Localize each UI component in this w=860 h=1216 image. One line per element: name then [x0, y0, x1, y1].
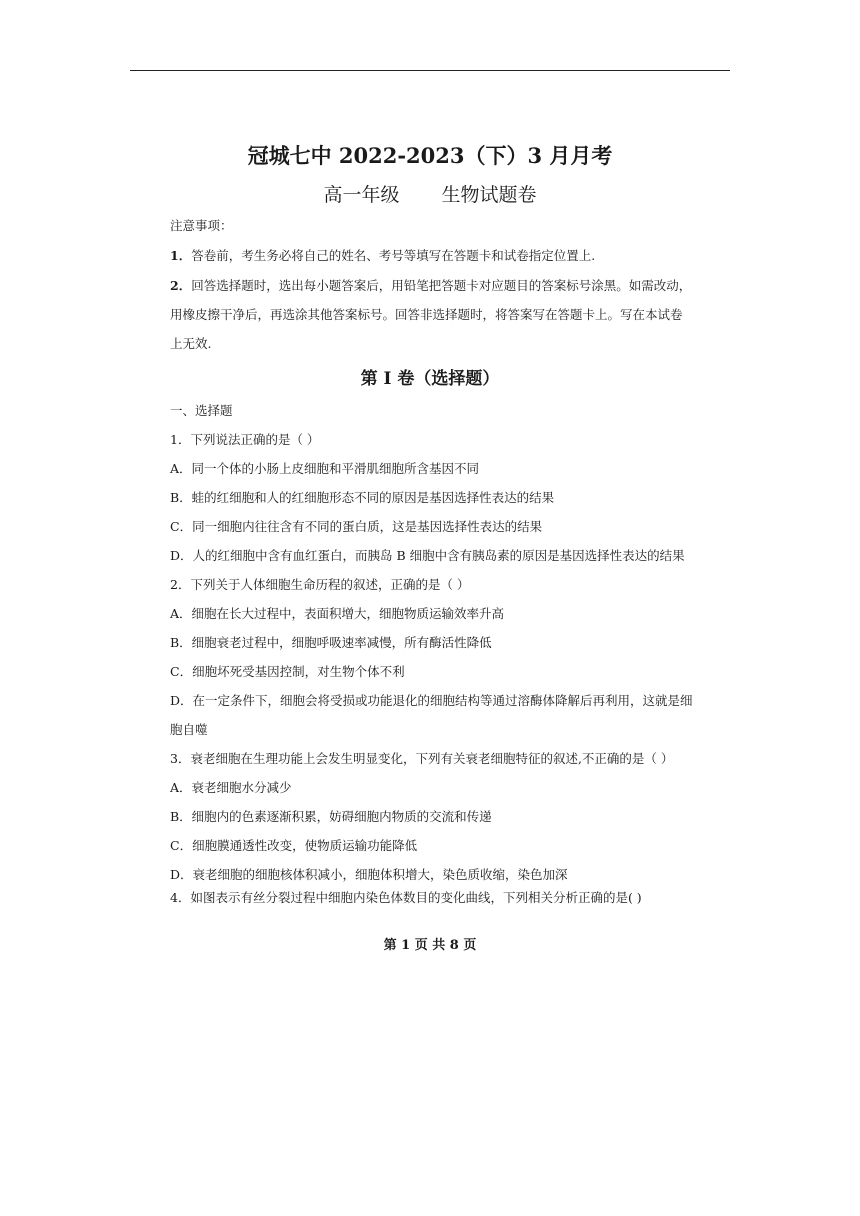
notice-item-2-number: 2． — [170, 278, 192, 293]
header-rule — [130, 70, 730, 71]
paper-label: 生物试题卷 — [441, 184, 537, 206]
q1-option-d: D．人的红细胞中含有血红蛋白，而胰岛 B 细胞中含有胰岛素的原因是基因选择性表达的结果 — [170, 548, 685, 563]
q1-option-c: C．同一细胞内往往含有不同的蛋白质，这是基因选择性表达的结果 — [170, 519, 543, 534]
notice-item-1-number: 1． — [170, 248, 192, 263]
q3-option-b: B．细胞内的色素逐渐积累，妨碍细胞内物质的交流和传递 — [170, 809, 492, 824]
q3-option-a: A．衰老细胞水分减少 — [170, 780, 292, 795]
notice-heading: 注意事项： — [170, 218, 233, 233]
q2-option-a: A．细胞在长大过程中，表面积增大，细胞物质运输效率升高 — [170, 606, 505, 621]
page-footer: 第 1 页 共 8 页 — [383, 938, 477, 953]
notice-item-2-cont-2: 上无效. — [170, 336, 212, 351]
q2-option-d: D．在一定条件下，细胞会将受损或功能退化的细胞结构等通过溶酶体降解后再利用，这就是细 — [170, 693, 693, 708]
notice-item-2 — [170, 276, 691, 294]
q1-option-a: A．同一个体的小肠上皮细胞和平滑肌细胞所含基因不同 — [170, 461, 480, 476]
q4-stem: 4．如图表示有丝分裂过程中细胞内染色体数目的变化曲线，下列相关分析正确的是( ) — [170, 890, 642, 905]
notice-item-2-text: 回答选择题时，选出每小题答案后，用铅笔把答题卡对应题目的答案标号涂黑。如需改动， — [191, 278, 692, 293]
part-heading: 一、选择题 — [170, 403, 233, 418]
q1-option-b: B．蛙的红细胞和人的红细胞形态不同的原因是基因选择性表达的结果 — [170, 490, 555, 505]
grade-label: 高一年级 — [323, 184, 400, 206]
q2-option-b: B．细胞衰老过程中，细胞呼吸速率减慢，所有酶活性降低 — [170, 635, 492, 650]
q3-option-c: C．细胞膜通透性改变，使物质运输功能降低 — [170, 838, 418, 853]
q2-option-d-cont: 胞自噬 — [170, 722, 208, 737]
notice-item-1-text: 答卷前，考生务必将自己的姓名、考号等填写在答题卡和试卷指定位置上. — [191, 248, 596, 263]
q3-stem: 3．衰老细胞在生理功能上会发生明显变化，下列有关衰老细胞特征的叙述,不正确的是（ ） — [170, 751, 674, 766]
q1-stem: 1．下列说法正确的是（ ） — [170, 432, 320, 447]
q2-option-c: C．细胞坏死受基因控制，对生物个体不利 — [170, 664, 405, 679]
notice-item-1 — [170, 246, 595, 264]
section-title: 第 I 卷（选择题） — [360, 369, 500, 389]
notice-item-2-cont-1: 用橡皮擦干净后，再选涂其他答案标号。回答非选择题时，将答案写在答题卡上。写在本试卷 — [170, 307, 683, 322]
exam-subtitle — [0, 180, 860, 207]
q3-option-d: D．衰老细胞的细胞核体积减小，细胞体积增大，染色质收缩，染色加深 — [170, 867, 568, 882]
q2-stem: 2．下列关于人体细胞生命历程的叙述，正确的是（ ） — [170, 577, 470, 592]
exam-title: 冠城七中 2022-2023（下）3 月月考 — [247, 143, 613, 168]
